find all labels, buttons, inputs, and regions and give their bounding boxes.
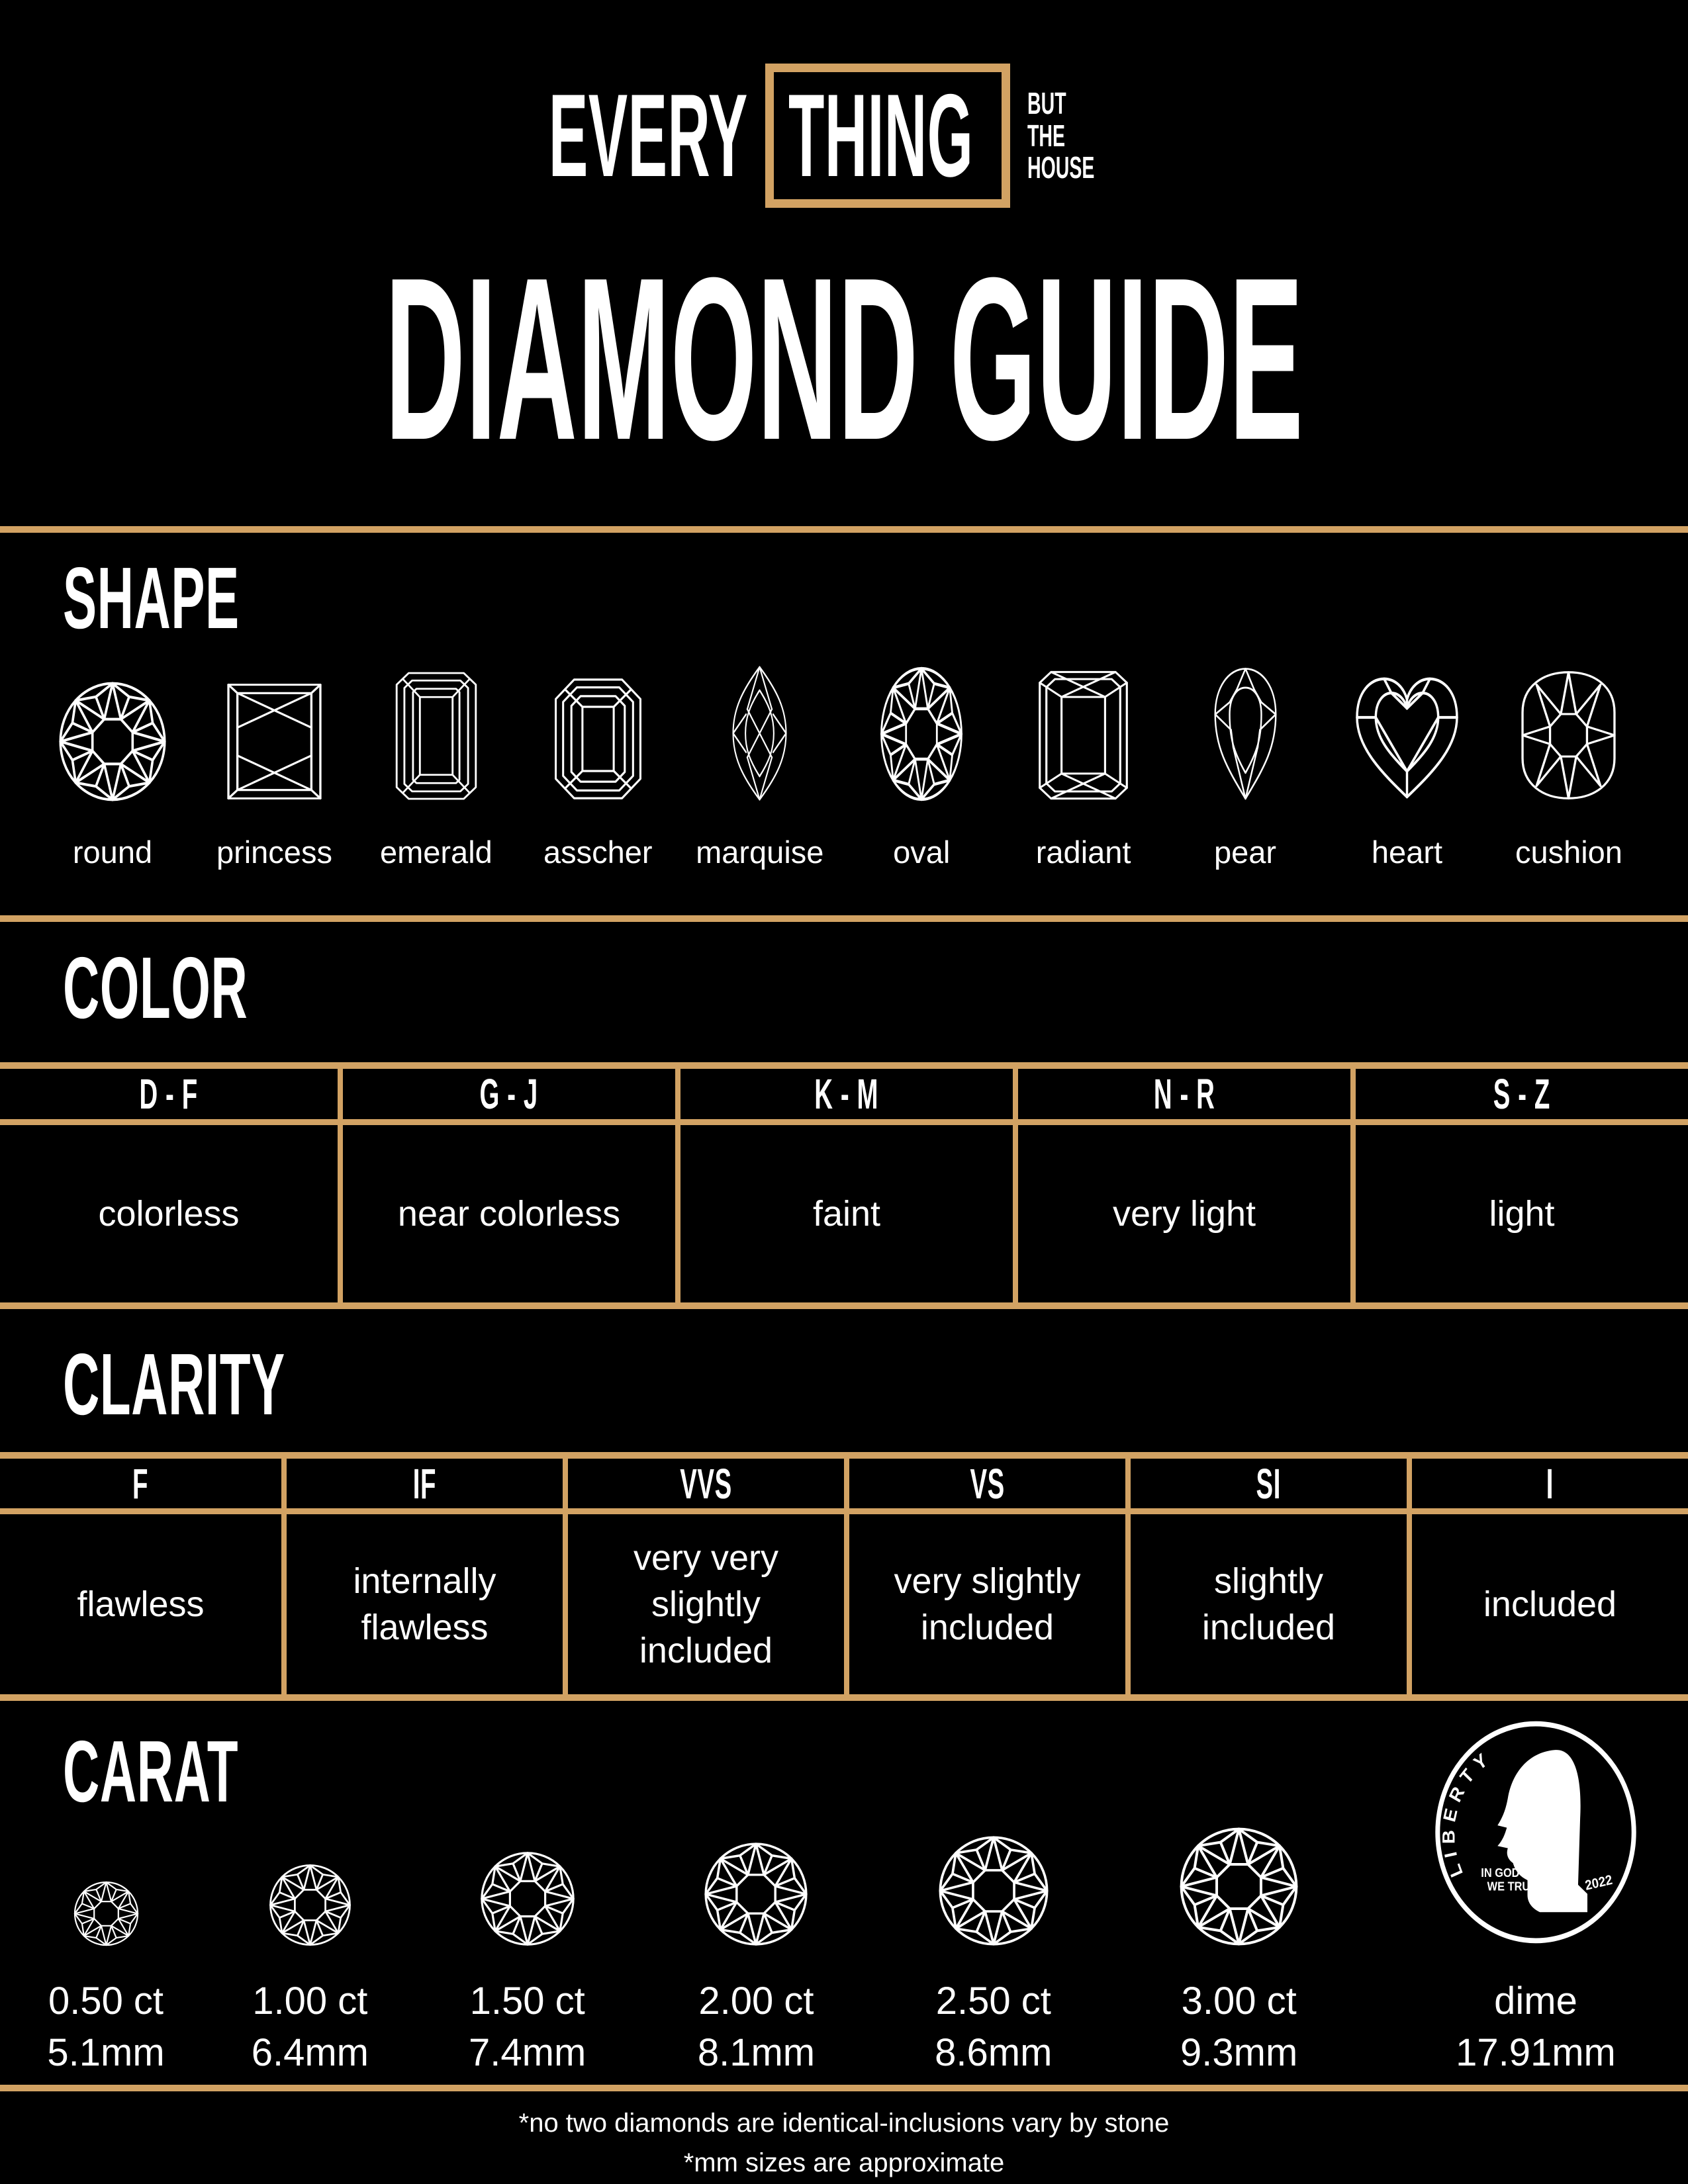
- color-header-cell: [675, 1069, 1013, 1119]
- color-desc-cell: faint: [675, 1125, 1013, 1302]
- footnote-line2: *mm sizes are approximate: [683, 2148, 1005, 2177]
- carat-ct-label: 1.00 ct: [252, 1979, 368, 2023]
- radiant-shape-icon: [1036, 668, 1131, 802]
- brand-tagline-house: HOUSE: [1027, 150, 1095, 185]
- carat-ct-label: 2.00 ct: [698, 1979, 814, 2023]
- brand-word-thing: THING: [788, 69, 974, 201]
- clarity-desc-line: included: [639, 1631, 773, 1671]
- brand-logo: [0, 64, 1688, 208]
- princess-shape-icon: [224, 681, 324, 802]
- clarity-heading: CLARITY: [63, 1336, 285, 1433]
- shape-label: asscher: [543, 834, 653, 870]
- clarity-header-cell: [0, 1459, 281, 1508]
- clarity-desc-cell: [281, 1514, 563, 1694]
- carat-ct-label: 1.50 ct: [469, 1979, 585, 2023]
- color-table-body-row: [0, 1125, 1688, 1309]
- oval-shape-icon: [880, 666, 963, 802]
- brand-thing-box: [765, 64, 1010, 208]
- carat-item-050: [47, 1881, 165, 2075]
- clarity-heading-wrap: [63, 1336, 446, 1433]
- clarity-desc-line: very slightly: [894, 1561, 1081, 1601]
- carat-ct-label: 2.50 ct: [935, 1979, 1051, 2023]
- shape-heading-wrap: [63, 549, 367, 647]
- carat-mm-label: 17.91mm: [1456, 2031, 1616, 2075]
- carat-item-300: [1166, 1827, 1312, 2075]
- asscher-shape-icon: [552, 676, 644, 802]
- color-header-cell: [338, 1069, 675, 1119]
- shape-label: marquise: [696, 834, 824, 870]
- clarity-desc-line: flawless: [77, 1584, 205, 1624]
- round-shape-icon: [58, 681, 167, 802]
- carat-ct-label: dime: [1494, 1979, 1577, 2023]
- clarity-grade-label: VVS: [680, 1459, 732, 1508]
- color-range-label: K - M: [814, 1070, 879, 1118]
- color-table-header-row: [0, 1062, 1688, 1125]
- color-desc-cell: light: [1350, 1125, 1688, 1302]
- clarity-header-cell: [1125, 1459, 1407, 1508]
- brand-tagline: [1027, 87, 1136, 184]
- dime-coin-icon: [1432, 1718, 1639, 1946]
- clarity-header-cell: [1407, 1459, 1688, 1508]
- shape-item-heart: [1351, 674, 1464, 871]
- shape-label: heart: [1371, 834, 1443, 870]
- brand-word-every-wrap: [549, 69, 749, 201]
- carat-ct-label: 0.50 ct: [48, 1979, 164, 2023]
- color-heading: COLOR: [63, 939, 248, 1036]
- clarity-desc-line: internally: [353, 1561, 496, 1601]
- carat-item-200: [692, 1842, 821, 2075]
- carat-ct-label: 3.00 ct: [1181, 1979, 1297, 2023]
- footnote-line1: *no two diamonds are identical-inclusions vary by stone: [518, 2109, 1170, 2138]
- clarity-table-body-row: [0, 1514, 1688, 1701]
- coin-motto-line1: IN GOD: [1481, 1865, 1520, 1880]
- coin-year: 2022: [1583, 1872, 1614, 1893]
- carat-item-100: [251, 1864, 369, 2075]
- clarity-desc-line: slightly included: [1201, 1561, 1336, 1647]
- color-header-cell: [1013, 1069, 1350, 1119]
- shape-label: round: [72, 834, 153, 870]
- carat-item-dime: [1417, 1718, 1655, 2075]
- shape-label: princess: [216, 834, 332, 870]
- shape-row: [0, 664, 1688, 871]
- carat-item-250: [925, 1835, 1061, 2075]
- cushion-shape-icon: [1519, 668, 1618, 802]
- shape-item-marquise: [696, 664, 824, 871]
- shape-label: radiant: [1035, 834, 1131, 870]
- color-desc-cell: near colorless: [338, 1125, 675, 1302]
- clarity-desc-cell: [563, 1514, 844, 1694]
- carat-mm-label: 9.3mm: [1180, 2031, 1298, 2075]
- heart-shape-icon: [1350, 674, 1464, 802]
- clarity-table-header-row: [0, 1452, 1688, 1514]
- color-range-label: G - J: [479, 1070, 539, 1118]
- carat-heading: CARAT: [63, 1723, 239, 1820]
- color-heading-wrap: [63, 939, 382, 1036]
- shape-item-round: [56, 681, 169, 871]
- color-range-label: N - R: [1153, 1070, 1215, 1118]
- brand-tagline-the: THE: [1027, 118, 1066, 153]
- coin-liberty-text: LIBERTY: [1438, 1745, 1496, 1880]
- color-header-cell: [1350, 1069, 1688, 1119]
- carat-mm-label: 8.1mm: [697, 2031, 816, 2075]
- clarity-desc-line: flawless: [361, 1608, 489, 1647]
- shape-label: cushion: [1515, 834, 1622, 870]
- clarity-grade-label: F: [132, 1459, 149, 1508]
- shape-label: pear: [1214, 834, 1277, 870]
- shape-item-princess: [218, 681, 330, 871]
- carat-item-150: [468, 1851, 587, 2075]
- color-table: [0, 1062, 1688, 1309]
- color-header-cell: [0, 1069, 338, 1119]
- carat-diamond-icon: [73, 1881, 139, 1946]
- carat-mm-label: 8.6mm: [935, 2031, 1053, 2075]
- emerald-shape-icon: [393, 670, 479, 802]
- carat-diamond-icon: [269, 1864, 352, 1946]
- clarity-desc-line: included: [1483, 1584, 1617, 1624]
- color-desc-cell: very light: [1013, 1125, 1350, 1302]
- shape-item-cushion: [1513, 668, 1625, 871]
- clarity-header-cell: [844, 1459, 1125, 1508]
- color-range-label: S - Z: [1493, 1070, 1551, 1118]
- brand-word-every: EVERY: [549, 69, 749, 201]
- clarity-desc-cell: [844, 1514, 1125, 1694]
- clarity-header-cell: [563, 1459, 844, 1508]
- clarity-desc-cell: [0, 1514, 281, 1694]
- pear-shape-icon: [1209, 664, 1282, 802]
- clarity-grade-label: IF: [412, 1459, 437, 1508]
- shape-label: emerald: [379, 834, 492, 870]
- carat-row: [0, 1717, 1688, 2075]
- carat-mm-label: 7.4mm: [469, 2031, 586, 2075]
- shape-item-emerald: [380, 670, 492, 871]
- carat-diamond-icon: [704, 1842, 808, 1946]
- carat-mm-label: 6.4mm: [251, 2031, 369, 2075]
- clarity-header-cell: [281, 1459, 563, 1508]
- clarity-desc-line: very very slightly: [633, 1537, 779, 1624]
- coin-motto-line2: WE TRUST: [1487, 1879, 1544, 1893]
- clarity-desc-cell: [1125, 1514, 1407, 1694]
- page-title: DIAMOND GUIDE: [385, 230, 1303, 488]
- shape-heading: SHAPE: [63, 549, 240, 647]
- footnotes: [0, 2103, 1688, 2183]
- shape-item-oval: [865, 666, 978, 871]
- divider-shape-color: [0, 915, 1688, 922]
- clarity-grade-label: VS: [970, 1459, 1005, 1508]
- brand-tagline-but: BUT: [1027, 85, 1066, 120]
- shape-label: oval: [893, 834, 951, 870]
- carat-diamond-icon: [1179, 1827, 1299, 1946]
- color-range-label: D - F: [139, 1070, 199, 1118]
- divider-top: [0, 526, 1688, 533]
- color-desc-cell: colorless: [98, 1193, 240, 1234]
- clarity-table: [0, 1452, 1688, 1701]
- divider-bottom: [0, 2085, 1688, 2091]
- clarity-grade-label: I: [1546, 1459, 1554, 1508]
- clarity-desc-cell: [1407, 1514, 1688, 1694]
- clarity-desc-line: included: [920, 1608, 1055, 1647]
- svg-text:LIBERTY: [1439, 1745, 1496, 1880]
- shape-item-asscher: [541, 676, 654, 871]
- title-row: [0, 230, 1688, 488]
- marquise-shape-icon: [729, 664, 790, 802]
- shape-item-radiant: [1027, 668, 1140, 871]
- carat-diamond-icon: [480, 1851, 575, 1946]
- carat-mm-label: 5.1mm: [47, 2031, 165, 2075]
- carat-diamond-icon: [938, 1835, 1049, 1946]
- clarity-grade-label: SI: [1256, 1459, 1282, 1508]
- shape-item-pear: [1189, 664, 1301, 871]
